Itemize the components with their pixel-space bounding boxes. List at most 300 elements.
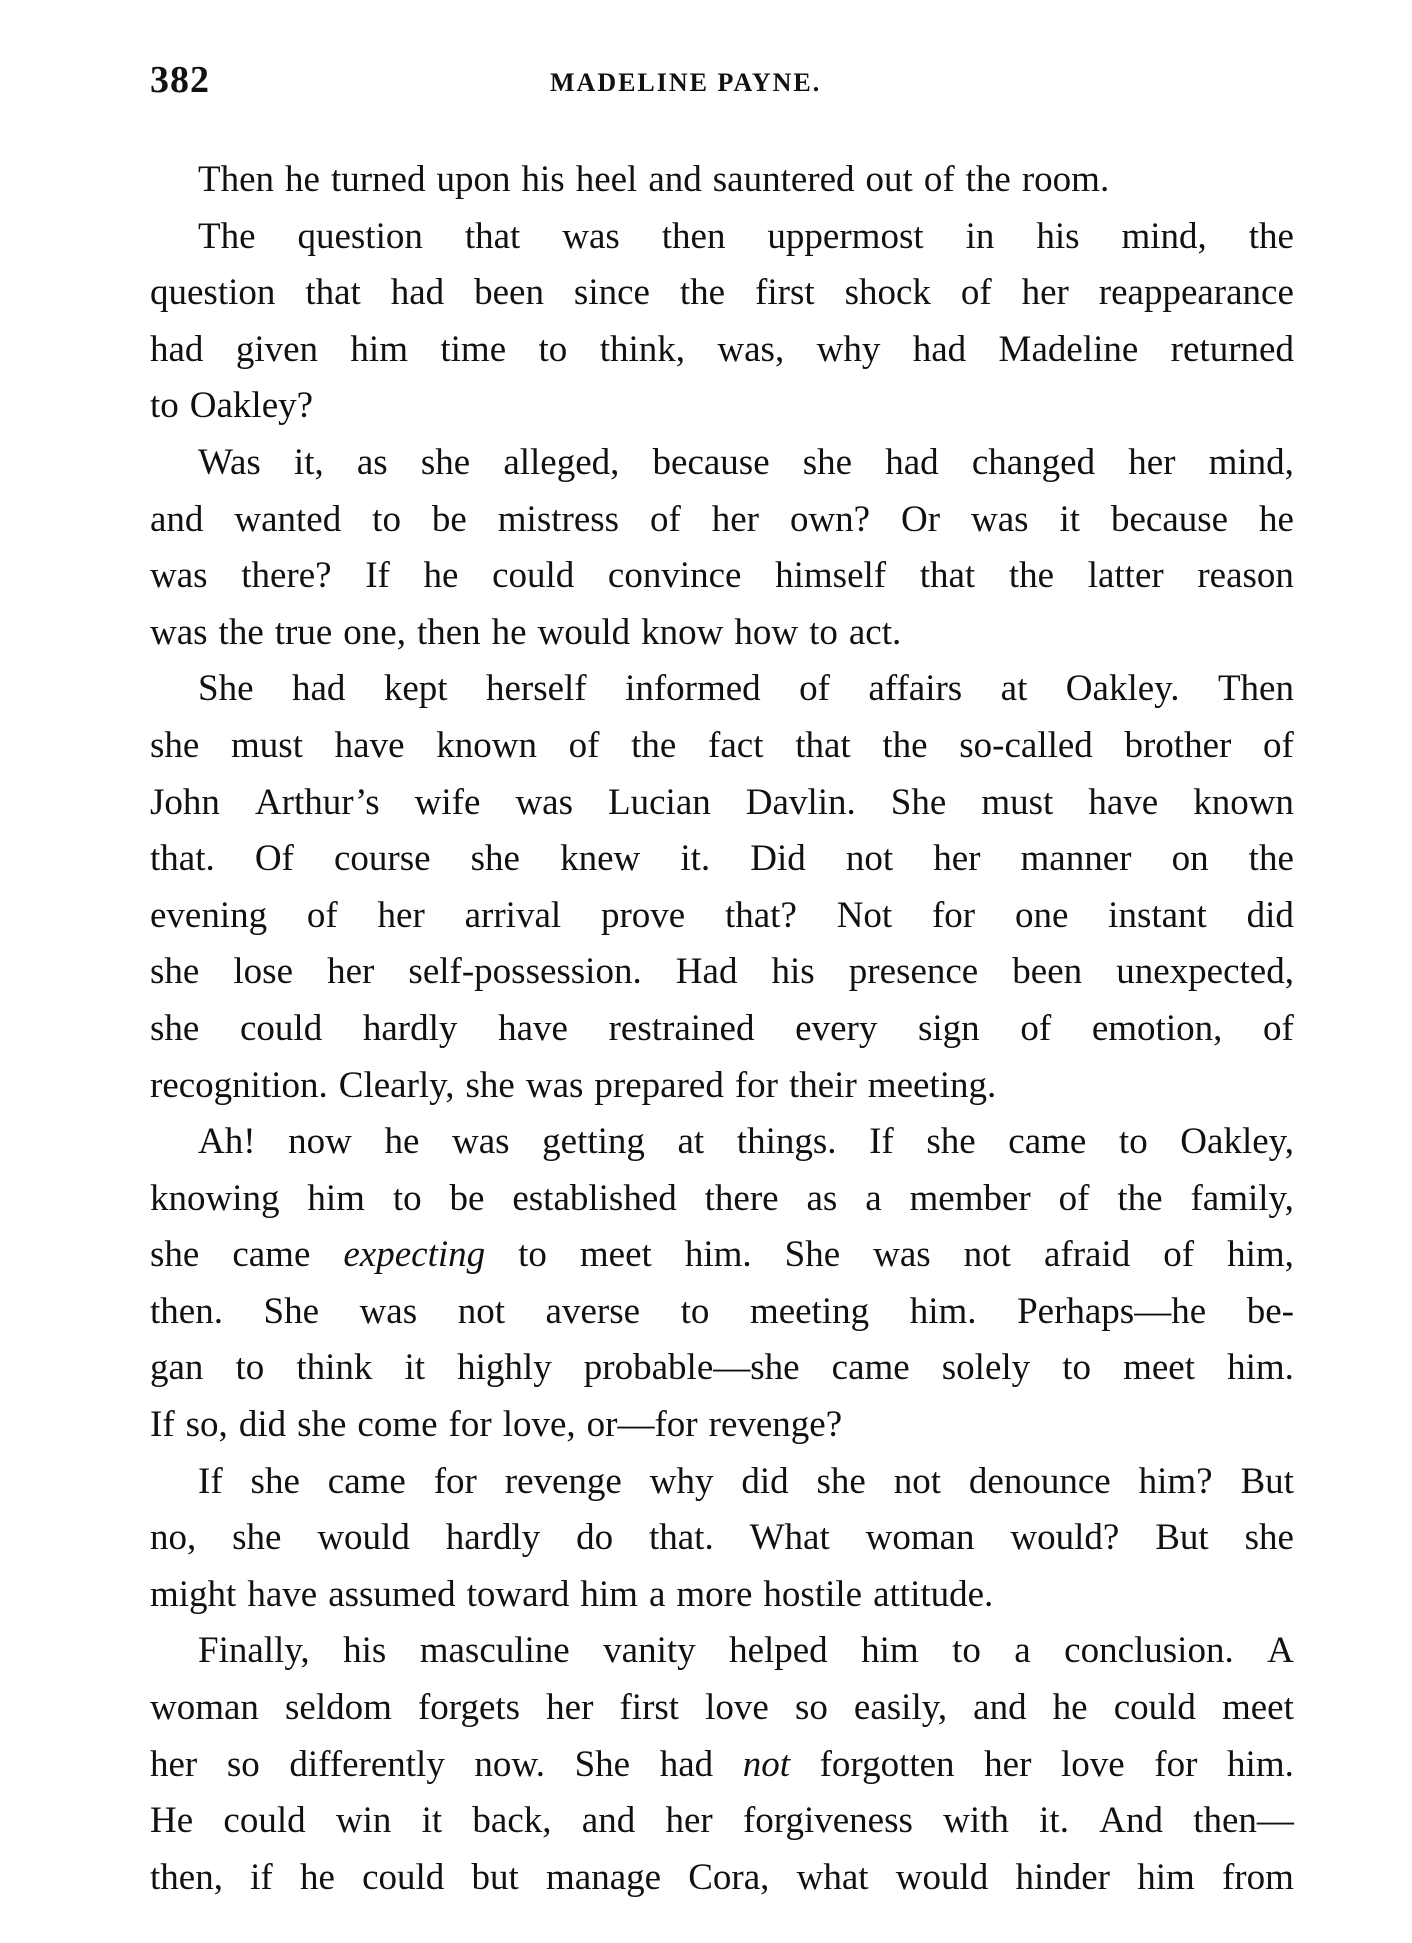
- word: the: [965, 159, 1011, 200]
- word: his: [343, 1630, 387, 1672]
- word: evening: [150, 894, 268, 936]
- word: time: [440, 328, 507, 370]
- word: came: [831, 1347, 910, 1389]
- word: him.: [1227, 1347, 1294, 1389]
- word: her: [1128, 441, 1176, 483]
- word: then: [416, 611, 481, 653]
- word: she: [150, 724, 200, 766]
- word: for: [1154, 1743, 1198, 1785]
- word: him: [1137, 1856, 1195, 1898]
- text-line: [150, 1340, 1294, 1397]
- word: Cora,: [688, 1856, 770, 1898]
- word: established: [512, 1177, 677, 1219]
- word: denounce: [968, 1460, 1111, 1502]
- word: prove: [600, 894, 686, 936]
- word: But: [1155, 1517, 1209, 1559]
- word: upon: [436, 159, 511, 200]
- word: revenge: [504, 1460, 622, 1502]
- word: probable—she: [583, 1347, 800, 1389]
- word: be: [431, 498, 467, 540]
- word: knowing: [150, 1177, 280, 1219]
- word: that: [305, 272, 361, 314]
- word: the: [218, 611, 264, 653]
- word: it: [421, 1800, 443, 1842]
- word: of: [649, 498, 681, 540]
- word: that: [795, 724, 851, 766]
- word: he: [384, 1121, 420, 1163]
- word: would?: [1010, 1517, 1120, 1559]
- text-line: [150, 1793, 1294, 1850]
- word: She: [263, 1290, 320, 1332]
- word: of: [1263, 1007, 1294, 1049]
- word: recognition.: [150, 1064, 328, 1106]
- word: had: [291, 668, 346, 710]
- word: on: [1171, 838, 1209, 880]
- word: so-called: [959, 724, 1093, 766]
- word: reappearance: [1098, 272, 1294, 314]
- text-line: [150, 1680, 1294, 1737]
- word: was: [452, 1121, 510, 1163]
- word: out: [865, 159, 913, 200]
- word: John: [150, 781, 220, 823]
- word: to: [150, 385, 179, 427]
- word: family,: [1190, 1177, 1294, 1219]
- word: now.: [474, 1743, 545, 1785]
- word: have: [498, 1007, 568, 1049]
- word: Then: [198, 159, 275, 200]
- word: own?: [789, 498, 871, 540]
- word: he: [491, 611, 527, 653]
- text-line: [150, 1058, 1294, 1115]
- word: he: [1052, 1687, 1088, 1729]
- word: could: [240, 1007, 323, 1049]
- word: informed: [625, 668, 761, 710]
- word: Had: [675, 951, 738, 993]
- word: toward: [466, 1573, 570, 1615]
- text-line: [150, 1171, 1294, 1228]
- word: Perhaps—he: [1017, 1290, 1207, 1332]
- word: She: [574, 1743, 631, 1785]
- text-line: [150, 1284, 1294, 1341]
- word: did: [1246, 894, 1294, 936]
- word: was: [150, 555, 208, 597]
- word: conclusion.: [1064, 1630, 1234, 1672]
- word: had: [390, 272, 445, 314]
- word: restrained: [608, 1007, 755, 1049]
- word: why: [649, 1460, 714, 1502]
- word: hostile: [763, 1573, 863, 1615]
- word: him.: [909, 1290, 977, 1332]
- word: could: [223, 1800, 306, 1842]
- word: for: [931, 894, 976, 936]
- body-text: [150, 152, 1294, 1906]
- word: was: [515, 781, 573, 823]
- word: she: [150, 1234, 200, 1276]
- word: If: [869, 1121, 894, 1163]
- text-line: [150, 152, 1294, 209]
- word: Finally,: [198, 1630, 310, 1672]
- word: shock: [844, 272, 931, 314]
- word: come: [357, 1404, 438, 1446]
- word: course: [333, 838, 431, 880]
- word: Clearly,: [338, 1064, 455, 1106]
- word: him,: [1227, 1234, 1294, 1276]
- word: the: [1248, 838, 1294, 880]
- word: kept: [383, 668, 448, 710]
- word: known: [1193, 781, 1294, 823]
- word: do: [576, 1517, 614, 1559]
- word: A: [1267, 1630, 1294, 1672]
- word: for: [448, 1404, 492, 1446]
- word: how: [734, 611, 799, 653]
- word: then,: [150, 1856, 223, 1898]
- word: highly: [457, 1347, 552, 1389]
- word: vanity: [603, 1630, 696, 1672]
- word: to: [680, 1290, 710, 1332]
- word: he: [285, 159, 320, 200]
- word: now: [288, 1121, 352, 1163]
- word: it.: [1039, 1800, 1069, 1842]
- word: Oakley.: [1065, 668, 1180, 710]
- word: solely: [941, 1347, 1031, 1389]
- word: from: [1221, 1856, 1294, 1898]
- word: think: [296, 1347, 373, 1389]
- word: latter: [1087, 555, 1164, 597]
- word: afraid: [1043, 1234, 1131, 1276]
- text-line: [150, 265, 1294, 322]
- word: as: [356, 441, 388, 483]
- word: so: [794, 1687, 828, 1729]
- word: of: [306, 894, 338, 936]
- word: gan: [150, 1347, 204, 1389]
- word: had: [912, 328, 967, 370]
- word: not: [457, 1290, 505, 1332]
- word: Not: [836, 894, 893, 936]
- word: Of: [254, 838, 294, 880]
- word: was,: [717, 328, 785, 370]
- word: him: [350, 328, 408, 370]
- word: but: [471, 1856, 519, 1898]
- text-line: [150, 209, 1294, 266]
- word: himself: [775, 555, 887, 597]
- word: his: [521, 159, 565, 200]
- text-line: [150, 1454, 1294, 1511]
- word: she: [470, 838, 520, 880]
- word: his: [771, 951, 815, 993]
- word: mistress: [497, 498, 620, 540]
- word: first: [755, 272, 815, 314]
- word: to: [372, 498, 401, 540]
- word: changed: [971, 441, 1096, 483]
- word: her: [327, 951, 375, 993]
- word: would: [317, 1517, 410, 1559]
- word: first: [619, 1687, 680, 1729]
- word: back,: [472, 1800, 552, 1842]
- word: The: [198, 215, 256, 257]
- word: to: [518, 1234, 547, 1276]
- word: a: [648, 1573, 666, 1615]
- word: Or: [901, 498, 941, 540]
- word: so: [226, 1743, 260, 1785]
- word: then: [661, 215, 726, 257]
- word: he: [423, 555, 459, 597]
- word: meet: [579, 1234, 652, 1276]
- text-line: [150, 888, 1294, 945]
- word: and: [973, 1687, 1027, 1729]
- word: of: [960, 272, 992, 314]
- word: what: [796, 1856, 869, 1898]
- word: attitude.: [873, 1573, 994, 1615]
- word: forgotten: [819, 1743, 955, 1785]
- word: her: [711, 498, 759, 540]
- word: love: [705, 1687, 769, 1729]
- word: her: [665, 1800, 713, 1842]
- word: mind,: [1208, 441, 1294, 483]
- word: hardly: [445, 1517, 541, 1559]
- word: If: [365, 555, 390, 597]
- word: Oakley?: [189, 385, 314, 427]
- word: the: [631, 724, 677, 766]
- word: for: [433, 1460, 477, 1502]
- text-line: [150, 1623, 1294, 1680]
- word: been: [1012, 951, 1083, 993]
- word: she: [802, 441, 853, 483]
- word: to: [1062, 1347, 1092, 1389]
- word: What: [749, 1517, 830, 1559]
- word: meeting: [749, 1290, 870, 1332]
- word: in: [965, 215, 995, 257]
- word: affairs: [868, 668, 963, 710]
- word: Davlin.: [745, 781, 856, 823]
- word: She: [890, 781, 947, 823]
- word: she: [465, 1064, 515, 1106]
- text-line: [150, 1737, 1294, 1794]
- word: him: [307, 1177, 365, 1219]
- word: was: [150, 611, 208, 653]
- word: of: [1263, 724, 1294, 766]
- text-line: [150, 718, 1294, 775]
- word: knew: [560, 838, 641, 880]
- word: turned: [330, 159, 426, 200]
- text-line: [150, 1567, 1294, 1624]
- word: revenge?: [708, 1404, 843, 1446]
- word: given: [235, 328, 319, 370]
- word: sauntered: [712, 159, 855, 200]
- word: it,: [293, 441, 324, 483]
- word: not: [893, 1460, 942, 1502]
- word: had: [885, 441, 939, 483]
- word: love: [1061, 1743, 1125, 1785]
- word: meeting.: [867, 1064, 997, 1106]
- word: that?: [724, 894, 797, 936]
- word: and: [150, 498, 204, 540]
- word: him: [861, 1630, 919, 1672]
- word: had: [150, 328, 204, 370]
- word: because: [652, 441, 770, 483]
- word: the: [1248, 215, 1294, 257]
- word: have: [334, 724, 405, 766]
- word: or—for: [586, 1404, 698, 1446]
- word: him: [580, 1573, 638, 1615]
- word: win: [335, 1800, 392, 1842]
- word: and: [648, 159, 702, 200]
- text-line: [150, 1510, 1294, 1567]
- word: of: [1058, 1177, 1090, 1219]
- word: Oakley,: [1180, 1121, 1294, 1163]
- word: think,: [599, 328, 686, 370]
- word: it: [1059, 498, 1081, 540]
- word: If: [198, 1460, 223, 1502]
- word: He: [150, 1800, 194, 1842]
- text-line: [150, 661, 1294, 718]
- word: came: [327, 1460, 406, 1502]
- word: no,: [150, 1517, 197, 1559]
- text-line: [150, 435, 1294, 492]
- word: every: [795, 1007, 878, 1049]
- text-line: [150, 831, 1294, 888]
- word: Ah!: [198, 1121, 256, 1163]
- word: true: [274, 611, 333, 653]
- word: question: [297, 215, 423, 257]
- word: must: [231, 724, 303, 766]
- word: know: [641, 611, 724, 653]
- word: it: [404, 1347, 426, 1389]
- word: masculine: [419, 1630, 570, 1672]
- word: for: [734, 1064, 778, 1106]
- word: forgiveness: [742, 1800, 913, 1842]
- word: her: [377, 894, 425, 936]
- word: to: [392, 1177, 422, 1219]
- word: lose: [233, 951, 294, 993]
- word: And: [1099, 1800, 1163, 1842]
- word: herself: [485, 668, 587, 710]
- page-number: 382: [150, 59, 210, 101]
- word: and: [581, 1800, 636, 1842]
- word: came: [232, 1234, 311, 1276]
- word: him.: [1227, 1743, 1294, 1785]
- word: But: [1240, 1460, 1294, 1502]
- word: wife: [414, 781, 481, 823]
- word: emotion,: [1091, 1007, 1223, 1049]
- word: unexpected,: [1116, 951, 1294, 993]
- word: Madeline: [998, 328, 1139, 370]
- word: to: [538, 328, 568, 370]
- word: uppermost: [767, 215, 924, 257]
- word: he: [1259, 498, 1294, 540]
- word: a: [1014, 1630, 1031, 1672]
- word: member: [909, 1177, 1031, 1219]
- word: mind,: [1121, 215, 1207, 257]
- word: She: [784, 1234, 841, 1276]
- word: not: [963, 1234, 1011, 1276]
- word: one: [1014, 894, 1069, 936]
- word: did: [238, 1404, 287, 1446]
- running-head: MADELINE PAYNE.: [550, 68, 822, 97]
- word: was: [873, 1234, 931, 1276]
- word: there: [704, 1177, 779, 1219]
- text-line: [150, 492, 1294, 549]
- word: question: [150, 272, 276, 314]
- word: could: [1113, 1687, 1196, 1729]
- word: she: [250, 1460, 300, 1502]
- word: love,: [502, 1404, 576, 1446]
- word: manner: [1020, 838, 1132, 880]
- word: would: [537, 611, 631, 653]
- word: of: [568, 724, 600, 766]
- word: she: [816, 1460, 866, 1502]
- word: then—: [1193, 1800, 1294, 1842]
- word: that: [919, 555, 976, 597]
- word: sign: [918, 1007, 980, 1049]
- word: of: [923, 159, 955, 200]
- word: arrival: [464, 894, 562, 936]
- word: at: [677, 1121, 705, 1163]
- word: She: [198, 668, 254, 710]
- word: must: [981, 781, 1054, 823]
- text-line: [150, 605, 1294, 662]
- word: woman: [865, 1517, 975, 1559]
- word: have: [1088, 781, 1159, 823]
- word: seldom: [285, 1687, 392, 1729]
- word: heel: [575, 159, 638, 200]
- word: would: [895, 1856, 989, 1898]
- word: so,: [185, 1404, 228, 1446]
- text-line: [150, 1001, 1294, 1058]
- word: because: [1111, 498, 1229, 540]
- page-header: [150, 52, 1294, 112]
- word: her: [150, 1743, 198, 1785]
- word: not: [742, 1743, 790, 1785]
- word: to: [1118, 1121, 1148, 1163]
- word: alleged,: [503, 441, 620, 483]
- word: self-possession.: [408, 951, 642, 993]
- word: If: [150, 1404, 175, 1446]
- text-line: [150, 548, 1294, 605]
- word: she: [297, 1404, 347, 1446]
- word: she: [926, 1121, 976, 1163]
- word: that: [464, 215, 521, 257]
- word: there?: [241, 555, 332, 597]
- word: if: [250, 1856, 273, 1898]
- word: been: [474, 272, 544, 314]
- text-line: [150, 1227, 1294, 1284]
- word: act.: [848, 611, 902, 653]
- word: he: [299, 1856, 335, 1898]
- word: had: [659, 1743, 714, 1785]
- word: to: [809, 611, 838, 653]
- word: of: [799, 668, 830, 710]
- word: of: [1163, 1234, 1195, 1276]
- word: have: [247, 1573, 318, 1615]
- word: to: [235, 1347, 265, 1389]
- word: as: [806, 1177, 838, 1219]
- word: was: [562, 215, 620, 257]
- word: to: [952, 1630, 981, 1672]
- word: with: [943, 1800, 1009, 1842]
- word: be-: [1246, 1290, 1294, 1332]
- word: woman: [150, 1687, 259, 1729]
- word: hinder: [1015, 1856, 1111, 1898]
- word: was: [359, 1290, 418, 1332]
- word: room.: [1021, 159, 1110, 200]
- word: expecting: [343, 1234, 486, 1276]
- word: wanted: [234, 498, 342, 540]
- word: that.: [648, 1517, 714, 1559]
- text-line: [150, 378, 1294, 435]
- word: the: [882, 724, 928, 766]
- word: the: [1008, 555, 1055, 597]
- word: one,: [343, 611, 406, 653]
